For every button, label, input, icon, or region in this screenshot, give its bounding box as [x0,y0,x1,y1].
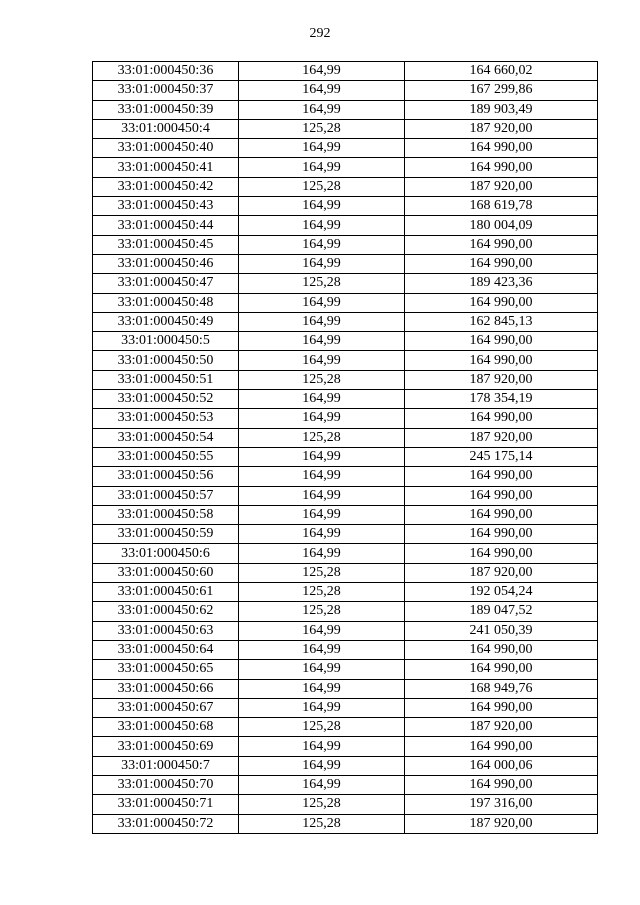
value-cell: 189 047,52 [405,602,598,621]
value-cell: 164 990,00 [405,293,598,312]
area-cell: 164,99 [239,486,405,505]
table-row [93,621,598,640]
table-row [93,583,598,602]
area-cell: 125,28 [239,814,405,833]
table-row [93,119,598,138]
value-cell: 187 920,00 [405,563,598,582]
area-cell: 164,99 [239,197,405,216]
table-row [93,486,598,505]
table-row [93,640,598,659]
cadastral-number-cell: 33:01:000450:6 [93,544,239,563]
area-cell: 164,99 [239,621,405,640]
cadastral-number-cell: 33:01:000450:47 [93,274,239,293]
cadastral-number-cell: 33:01:000450:41 [93,158,239,177]
table-row [93,62,598,81]
value-cell: 164 990,00 [405,698,598,717]
value-cell: 164 990,00 [405,235,598,254]
cadastral-number-cell: 33:01:000450:62 [93,602,239,621]
area-cell: 164,99 [239,351,405,370]
value-cell: 164 990,00 [405,486,598,505]
value-cell: 162 845,13 [405,312,598,331]
cadastral-number-cell: 33:01:000450:69 [93,737,239,756]
area-cell: 164,99 [239,525,405,544]
cadastral-number-cell: 33:01:000450:60 [93,563,239,582]
area-cell: 125,28 [239,795,405,814]
cadastral-number-cell: 33:01:000450:43 [93,197,239,216]
value-cell: 187 920,00 [405,177,598,196]
value-cell: 189 423,36 [405,274,598,293]
table-row [93,409,598,428]
area-cell: 125,28 [239,718,405,737]
value-cell: 245 175,14 [405,447,598,466]
cadastral-number-cell: 33:01:000450:70 [93,775,239,794]
table-row [93,158,598,177]
area-cell: 164,99 [239,390,405,409]
table-row [93,756,598,775]
area-cell: 164,99 [239,81,405,100]
value-cell: 241 050,39 [405,621,598,640]
cadastral-number-cell: 33:01:000450:61 [93,583,239,602]
table-row [93,332,598,351]
cadastral-number-cell: 33:01:000450:4 [93,119,239,138]
cadastral-number-cell: 33:01:000450:37 [93,81,239,100]
cadastral-number-cell: 33:01:000450:65 [93,660,239,679]
table-row [93,254,598,273]
table-row [93,814,598,833]
cadastral-number-cell: 33:01:000450:68 [93,718,239,737]
area-cell: 164,99 [239,254,405,273]
table-row [93,544,598,563]
table-row [93,563,598,582]
cadastral-number-cell: 33:01:000450:63 [93,621,239,640]
area-cell: 164,99 [239,544,405,563]
value-cell: 164 990,00 [405,544,598,563]
area-cell: 125,28 [239,428,405,447]
cadastral-number-cell: 33:01:000450:46 [93,254,239,273]
table-row [93,505,598,524]
area-cell: 164,99 [239,62,405,81]
table-row [93,370,598,389]
value-cell: 164 990,00 [405,775,598,794]
cadastral-number-cell: 33:01:000450:52 [93,390,239,409]
value-cell: 164 990,00 [405,660,598,679]
cadastral-number-cell: 33:01:000450:64 [93,640,239,659]
table-row [93,81,598,100]
area-cell: 164,99 [239,293,405,312]
table-row [93,679,598,698]
table-row [93,775,598,794]
table-row [93,718,598,737]
table-row [93,428,598,447]
cadastral-number-cell: 33:01:000450:55 [93,447,239,466]
value-cell: 164 990,00 [405,351,598,370]
area-cell: 164,99 [239,139,405,158]
cadastral-number-cell: 33:01:000450:42 [93,177,239,196]
area-cell: 164,99 [239,158,405,177]
area-cell: 125,28 [239,370,405,389]
value-cell: 167 299,86 [405,81,598,100]
value-cell: 164 990,00 [405,525,598,544]
area-cell: 164,99 [239,100,405,119]
table-row [93,660,598,679]
cadastral-number-cell: 33:01:000450:39 [93,100,239,119]
table-row [93,795,598,814]
table-row [93,312,598,331]
area-cell: 125,28 [239,119,405,138]
table-row [93,737,598,756]
area-cell: 125,28 [239,583,405,602]
cadastral-number-cell: 33:01:000450:57 [93,486,239,505]
cadastral-number-cell: 33:01:000450:7 [93,756,239,775]
value-cell: 187 920,00 [405,814,598,833]
cadastral-number-cell: 33:01:000450:58 [93,505,239,524]
value-cell: 164 990,00 [405,505,598,524]
area-cell: 164,99 [239,698,405,717]
table-row [93,602,598,621]
value-cell: 164 660,02 [405,62,598,81]
area-cell: 164,99 [239,332,405,351]
value-cell: 164 990,00 [405,640,598,659]
value-cell: 189 903,49 [405,100,598,119]
area-cell: 164,99 [239,447,405,466]
table-row [93,274,598,293]
cadastral-number-cell: 33:01:000450:72 [93,814,239,833]
area-cell: 164,99 [239,737,405,756]
table-row [93,698,598,717]
area-cell: 164,99 [239,409,405,428]
value-cell: 164 990,00 [405,158,598,177]
value-cell: 178 354,19 [405,390,598,409]
table-row [93,467,598,486]
area-cell: 125,28 [239,177,405,196]
value-cell: 164 990,00 [405,332,598,351]
table-row [93,525,598,544]
area-cell: 164,99 [239,467,405,486]
cadastral-number-cell: 33:01:000450:40 [93,139,239,158]
cadastral-number-cell: 33:01:000450:51 [93,370,239,389]
table-row [93,293,598,312]
value-cell: 164 000,06 [405,756,598,775]
value-cell: 164 990,00 [405,467,598,486]
table-row [93,197,598,216]
table-row [93,177,598,196]
area-cell: 164,99 [239,679,405,698]
table-row [93,235,598,254]
cadastral-number-cell: 33:01:000450:36 [93,62,239,81]
cadastral-number-cell: 33:01:000450:53 [93,409,239,428]
cadastral-number-cell: 33:01:000450:49 [93,312,239,331]
cadastral-number-cell: 33:01:000450:50 [93,351,239,370]
area-cell: 125,28 [239,563,405,582]
value-cell: 197 316,00 [405,795,598,814]
area-cell: 125,28 [239,602,405,621]
value-cell: 187 920,00 [405,718,598,737]
cadastral-value-table [92,61,598,834]
page-number: 292 [309,26,331,41]
table-row [93,139,598,158]
cadastral-number-cell: 33:01:000450:44 [93,216,239,235]
area-cell: 125,28 [239,274,405,293]
value-cell: 164 990,00 [405,254,598,273]
area-cell: 164,99 [239,505,405,524]
value-cell: 168 949,76 [405,679,598,698]
table-body [93,62,598,834]
table-row [93,216,598,235]
cadastral-number-cell: 33:01:000450:5 [93,332,239,351]
cadastral-number-cell: 33:01:000450:59 [93,525,239,544]
cadastral-number-cell: 33:01:000450:54 [93,428,239,447]
value-cell: 187 920,00 [405,119,598,138]
value-cell: 187 920,00 [405,428,598,447]
cadastral-number-cell: 33:01:000450:45 [93,235,239,254]
cadastral-number-cell: 33:01:000450:56 [93,467,239,486]
cadastral-number-cell: 33:01:000450:48 [93,293,239,312]
area-cell: 164,99 [239,775,405,794]
table-row [93,390,598,409]
cadastral-number-cell: 33:01:000450:67 [93,698,239,717]
area-cell: 164,99 [239,660,405,679]
area-cell: 164,99 [239,312,405,331]
area-cell: 164,99 [239,640,405,659]
table-row [93,447,598,466]
area-cell: 164,99 [239,756,405,775]
cadastral-number-cell: 33:01:000450:71 [93,795,239,814]
value-cell: 164 990,00 [405,409,598,428]
table-row [93,100,598,119]
area-cell: 164,99 [239,216,405,235]
value-cell: 187 920,00 [405,370,598,389]
area-cell: 164,99 [239,235,405,254]
value-cell: 164 990,00 [405,737,598,756]
value-cell: 180 004,09 [405,216,598,235]
value-cell: 192 054,24 [405,583,598,602]
value-cell: 164 990,00 [405,139,598,158]
value-cell: 168 619,78 [405,197,598,216]
cadastral-number-cell: 33:01:000450:66 [93,679,239,698]
table-row [93,351,598,370]
